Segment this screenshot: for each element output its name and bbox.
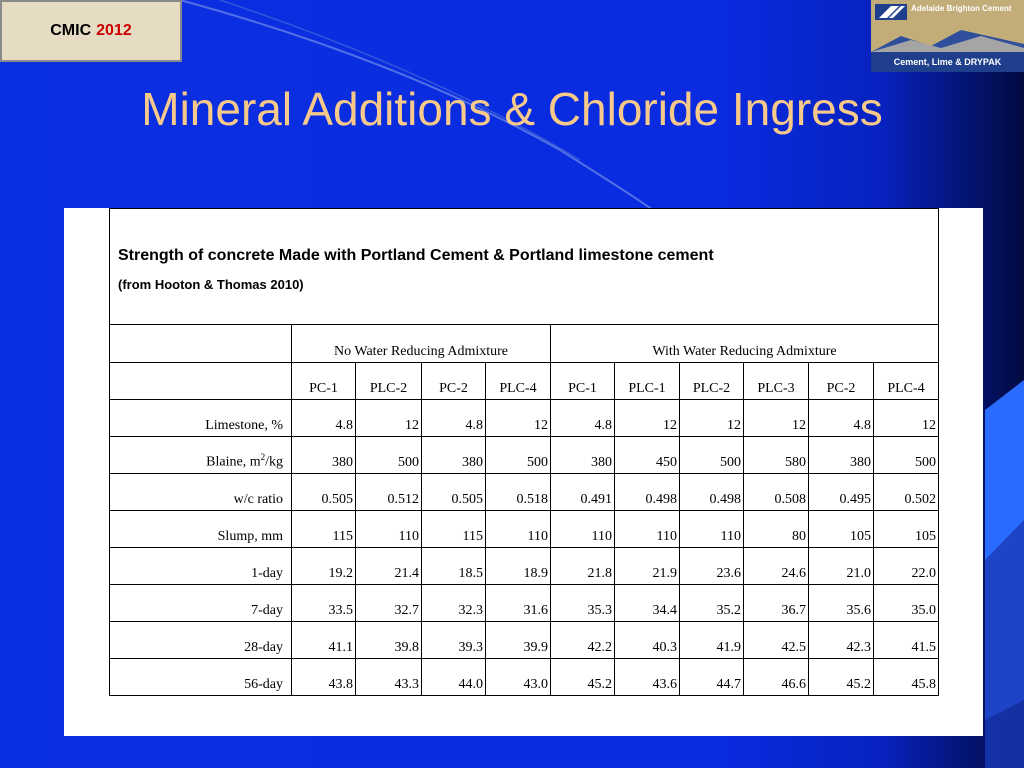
table-cell: 41.1 — [292, 622, 356, 659]
table-cell: 21.0 — [809, 548, 874, 585]
table-cell: 12 — [356, 400, 422, 437]
row-label: Slump, mm — [110, 511, 292, 548]
table-cell: 0.491 — [551, 474, 615, 511]
table-cell: 22.0 — [874, 548, 939, 585]
table-cell: 32.7 — [356, 585, 422, 622]
table-cell: 45.2 — [551, 659, 615, 696]
row-label-superscript: 2 — [260, 452, 266, 463]
table-cell: 40.3 — [615, 622, 680, 659]
table-cell: 0.498 — [615, 474, 680, 511]
column-header: PC-2 — [809, 363, 874, 400]
table-cell: 0.508 — [744, 474, 809, 511]
table-cell: 33.5 — [292, 585, 356, 622]
table-row — [110, 474, 939, 511]
table-cell: 12 — [874, 400, 939, 437]
table-cell: 0.505 — [292, 474, 356, 511]
table-cell: 105 — [874, 511, 939, 548]
row-label: 28-day — [110, 622, 292, 659]
table-cell: 41.5 — [874, 622, 939, 659]
table-cell: 43.3 — [356, 659, 422, 696]
table-cell: 580 — [744, 437, 809, 474]
table-heading-row — [110, 209, 939, 325]
conference-badge — [0, 0, 182, 62]
column-header: PC-1 — [551, 363, 615, 400]
table-row — [110, 437, 939, 474]
table-cell: 4.8 — [809, 400, 874, 437]
table-body — [110, 400, 939, 696]
table-row — [110, 400, 939, 437]
table-cell: 44.7 — [680, 659, 744, 696]
table-cell: 500 — [874, 437, 939, 474]
table-cell: 110 — [551, 511, 615, 548]
logo-products: Cement, Lime & DRYPAK — [871, 52, 1024, 72]
table-cell: 18.5 — [422, 548, 486, 585]
table-cell: 41.9 — [680, 622, 744, 659]
table-cell: 450 — [615, 437, 680, 474]
table-cell: 500 — [680, 437, 744, 474]
table-row — [110, 659, 939, 696]
table-cell: 39.9 — [486, 622, 551, 659]
table-cell: 43.6 — [615, 659, 680, 696]
table-cell: 42.3 — [809, 622, 874, 659]
table-cell: 0.495 — [809, 474, 874, 511]
column-header: PLC-2 — [356, 363, 422, 400]
table-cell: 115 — [422, 511, 486, 548]
table-cell: 380 — [809, 437, 874, 474]
strength-table — [109, 208, 939, 696]
table-cell: 12 — [615, 400, 680, 437]
table-cell: 42.2 — [551, 622, 615, 659]
table-row — [110, 585, 939, 622]
table-cell: 36.7 — [744, 585, 809, 622]
table-cell: 44.0 — [422, 659, 486, 696]
badge-year: 2012 — [96, 22, 132, 39]
table-cell: 12 — [486, 400, 551, 437]
column-header: PLC-1 — [615, 363, 680, 400]
table-cell: 0.498 — [680, 474, 744, 511]
table-cell: 110 — [615, 511, 680, 548]
table-panel — [64, 208, 983, 736]
table-cell: 19.2 — [292, 548, 356, 585]
table-source: (from Hooton & Thomas 2010) — [118, 277, 304, 292]
row-label: 56-day — [110, 659, 292, 696]
group-header-row — [110, 325, 939, 363]
table-cell: 0.518 — [486, 474, 551, 511]
table-cell: 35.6 — [809, 585, 874, 622]
row-label: 1-day — [110, 548, 292, 585]
table-cell: 4.8 — [422, 400, 486, 437]
table-row — [110, 548, 939, 585]
table-cell: 4.8 — [551, 400, 615, 437]
table-cell: 500 — [356, 437, 422, 474]
table-cell: 21.4 — [356, 548, 422, 585]
table-cell: 21.8 — [551, 548, 615, 585]
column-header: PLC-3 — [744, 363, 809, 400]
table-cell: 45.2 — [809, 659, 874, 696]
row-label — [110, 437, 292, 474]
column-header: PC-1 — [292, 363, 356, 400]
row-label: w/c ratio — [110, 474, 292, 511]
column-header: PC-2 — [422, 363, 486, 400]
table-cell: 0.505 — [422, 474, 486, 511]
company-logo — [871, 0, 1024, 72]
badge-prefix: CMIC — [50, 22, 92, 39]
table-heading-cell — [110, 209, 939, 325]
column-header: PLC-4 — [486, 363, 551, 400]
group-no-admixture: No Water Reducing Admixture — [292, 325, 551, 363]
table-row — [110, 511, 939, 548]
table-cell: 115 — [292, 511, 356, 548]
column-header: PLC-2 — [680, 363, 744, 400]
table-cell: 18.9 — [486, 548, 551, 585]
column-header-empty — [110, 363, 292, 400]
table-cell: 43.8 — [292, 659, 356, 696]
table-cell: 12 — [744, 400, 809, 437]
table-cell: 42.5 — [744, 622, 809, 659]
table-cell: 0.502 — [874, 474, 939, 511]
table-cell: 12 — [680, 400, 744, 437]
logo-company-name: Adelaide Brighton Cement — [911, 4, 1012, 13]
table-cell: 31.6 — [486, 585, 551, 622]
table-cell: 110 — [680, 511, 744, 548]
table-cell: 380 — [292, 437, 356, 474]
table-cell: 32.3 — [422, 585, 486, 622]
table-cell: 110 — [486, 511, 551, 548]
table-cell: 45.8 — [874, 659, 939, 696]
row-label: 7-day — [110, 585, 292, 622]
table-row — [110, 622, 939, 659]
table-cell: 24.6 — [744, 548, 809, 585]
table-heading: Strength of concrete Made with Portland Cement & Portland limestone cement — [118, 247, 714, 264]
row-label-unit: /kg — [265, 455, 283, 470]
row-label: Limestone, % — [110, 400, 292, 437]
table-cell: 39.8 — [356, 622, 422, 659]
table-cell: 35.0 — [874, 585, 939, 622]
group-with-admixture: With Water Reducing Admixture — [551, 325, 939, 363]
table-cell: 43.0 — [486, 659, 551, 696]
column-header: PLC-4 — [874, 363, 939, 400]
column-header-row — [110, 363, 939, 400]
table-cell: 380 — [422, 437, 486, 474]
table-cell: 105 — [809, 511, 874, 548]
table-cell: 23.6 — [680, 548, 744, 585]
table-cell: 34.4 — [615, 585, 680, 622]
table-cell: 80 — [744, 511, 809, 548]
table-cell: 110 — [356, 511, 422, 548]
table-cell: 500 — [486, 437, 551, 474]
table-cell: 21.9 — [615, 548, 680, 585]
table-cell: 39.3 — [422, 622, 486, 659]
table-cell: 0.512 — [356, 474, 422, 511]
table-cell: 46.6 — [744, 659, 809, 696]
slide-title: Mineral Additions & Chloride Ingress — [141, 83, 883, 135]
group-header-empty — [110, 325, 292, 363]
table-cell: 380 — [551, 437, 615, 474]
row-label-text: Blaine, m — [206, 455, 261, 470]
table-cell: 35.3 — [551, 585, 615, 622]
table-cell: 35.2 — [680, 585, 744, 622]
table-cell: 4.8 — [292, 400, 356, 437]
